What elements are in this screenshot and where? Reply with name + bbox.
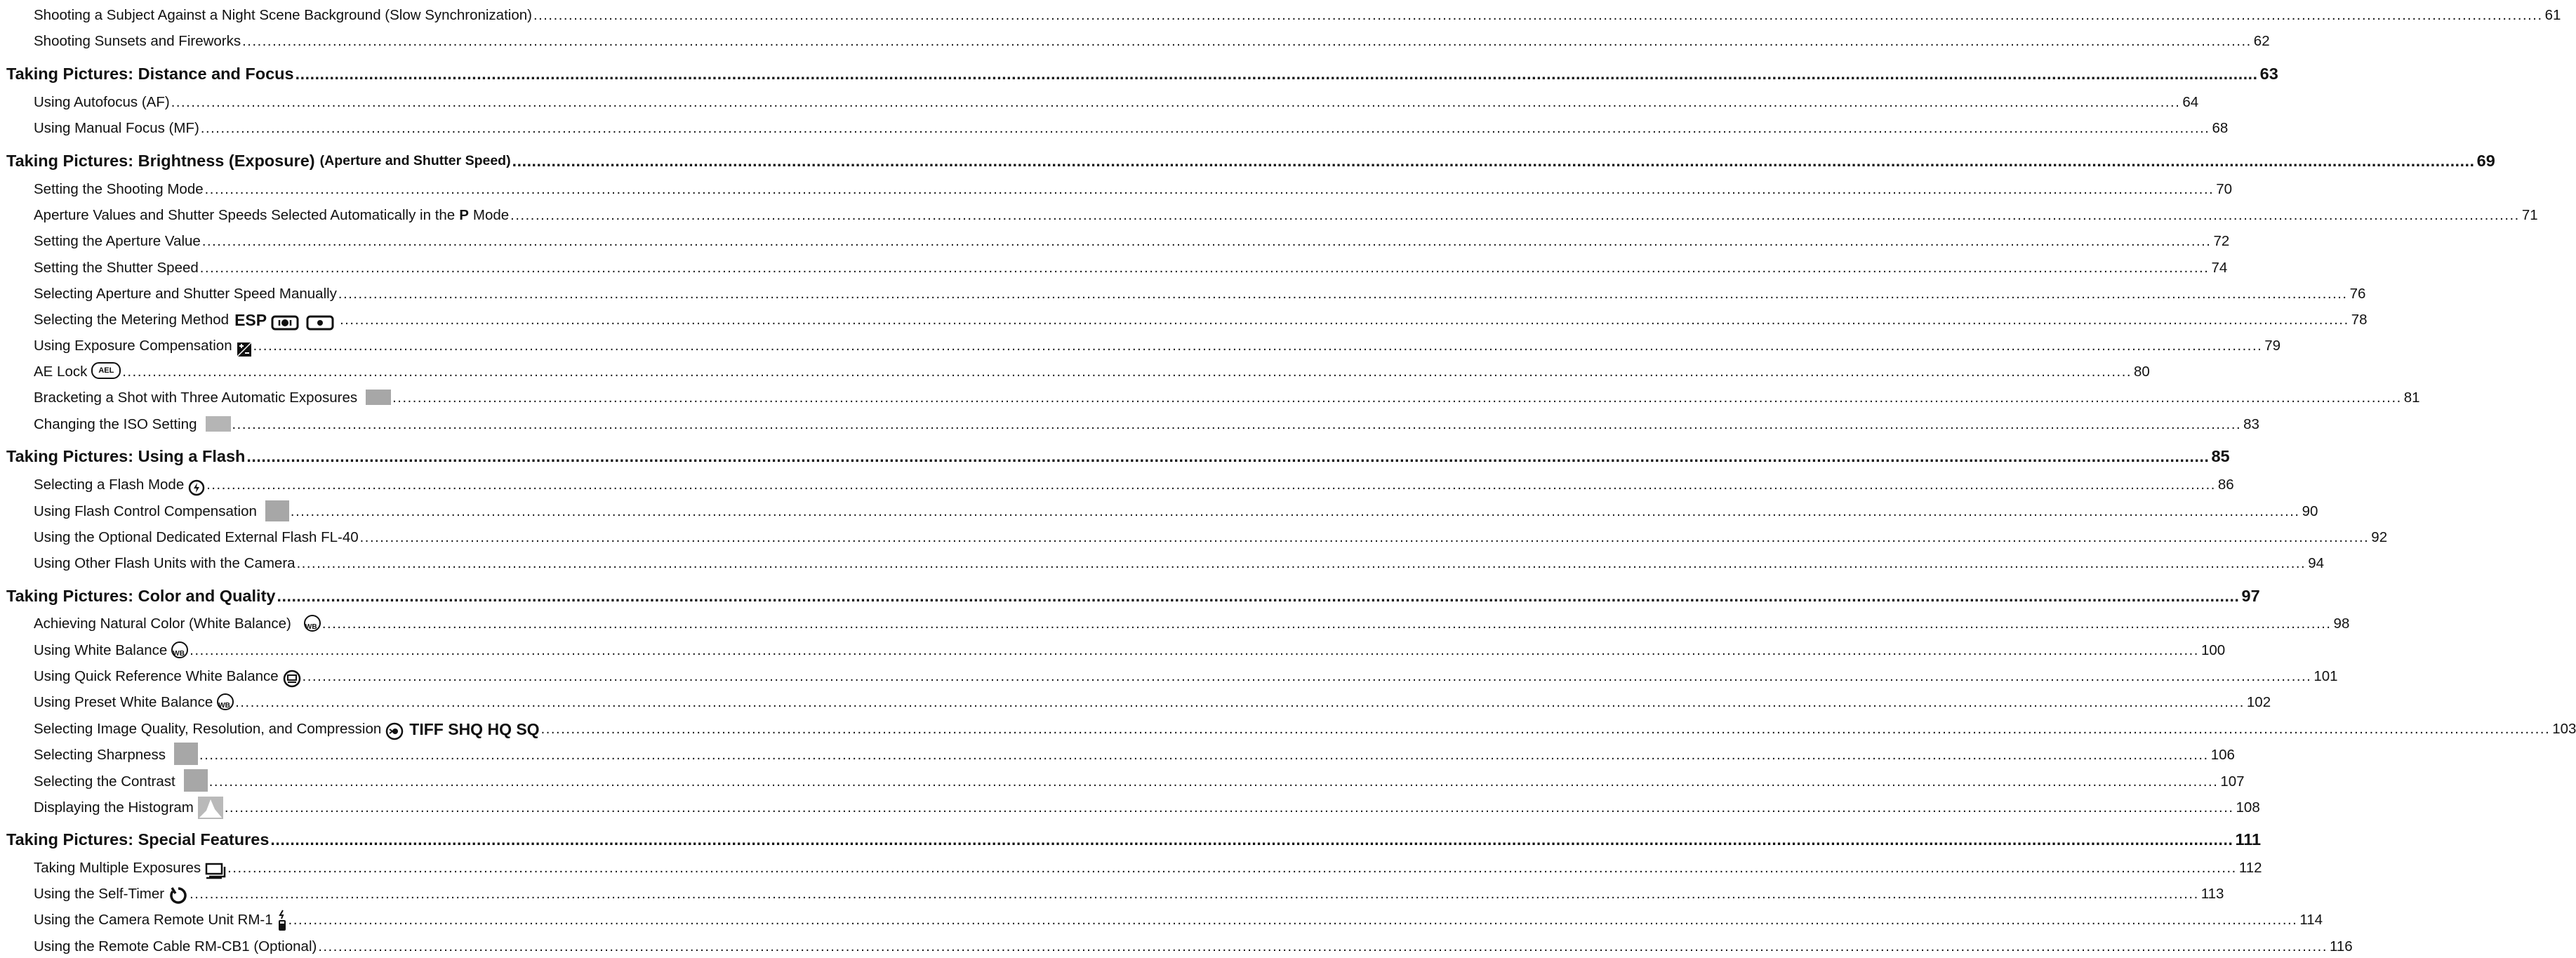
toc-line (34, 333, 2281, 357)
entry-title (34, 283, 337, 305)
iso-icon (201, 416, 231, 436)
entry-title (34, 857, 226, 879)
dot-leader: ................................................................................................................................................................................................................................................................................................................................................................................................................ (200, 121, 2210, 136)
page-number: 63 (2259, 65, 2278, 83)
dot-leader: ................................................................................................................................................................................................................................................................................................................................................................................................................ (232, 417, 2242, 432)
dot-leader: ................................................................................................................................................................................................................................................................................................................................................................................................................ (242, 34, 2252, 49)
page-number: 97 (2241, 587, 2260, 605)
mode-letter: P (459, 207, 469, 223)
dot-leader: ................................................................................................................................................................................................................................................................................................................................................................................................................ (253, 338, 2263, 354)
entry-title-text: Taking Multiple Exposures (34, 860, 201, 876)
sharpness-icon (170, 743, 198, 766)
page-number: 70 (2216, 181, 2233, 197)
page-number: 111 (2235, 830, 2262, 849)
dot-leader: ................................................................................................................................................................................................................................................................................................................................................................................................................ (224, 800, 2234, 816)
bracketing-icon (361, 390, 391, 409)
dot-leader: ................................................................................................................................................................................................................................................................................................................................................................................................................ (246, 447, 2210, 465)
page-number: 112 (2238, 860, 2262, 876)
entry-title-text: Achieving Natural Color (White Balance) (34, 616, 291, 632)
entry-title-text: Setting the Shooting Mode (34, 181, 204, 197)
entry-title-text: Taking Pictures: Distance and Focus (6, 65, 294, 83)
entry-title-text: Using Exposure Compensation (34, 338, 232, 354)
flash-button-icon (188, 479, 205, 496)
toc-line (6, 827, 2262, 851)
toc-line (34, 116, 2229, 140)
entry-title (6, 62, 294, 86)
page-number: 74 (2211, 260, 2228, 276)
dot-leader: ................................................................................................................................................................................................................................................................................................................................................................................................................ (199, 747, 2209, 763)
dot-leader: ................................................................................................................................................................................................................................................................................................................................................................................................................ (190, 643, 2199, 658)
entry-title (6, 444, 245, 468)
entry-title-text: AE Lock (34, 364, 88, 380)
exposure-compensation-icon (237, 342, 252, 357)
toc-line (34, 90, 2199, 114)
page-number: 90 (2302, 503, 2318, 519)
dot-leader: ................................................................................................................................................................................................................................................................................................................................................................................................................ (338, 286, 2348, 302)
toc-line (34, 769, 2245, 793)
entry-title-text: Using the Camera Remote Unit RM-1 (34, 912, 273, 928)
dot-leader: ................................................................................................................................................................................................................................................................................................................................................................................................................ (318, 939, 2328, 954)
dot-leader: ................................................................................................................................................................................................................................................................................................................................................................................................................ (270, 830, 2233, 849)
toc-entry[interactable] (0, 499, 2318, 523)
dot-leader: ................................................................................................................................................................................................................................................................................................................................................................................................................ (295, 65, 2258, 83)
toc-section-heading[interactable] (0, 149, 2495, 173)
toc-line (6, 62, 2278, 86)
wb-label: WB (171, 641, 188, 658)
toc-line (34, 3, 2561, 27)
entry-title (34, 769, 208, 793)
page-number: 108 (2236, 799, 2260, 816)
entry-title (6, 827, 269, 851)
toc-entry[interactable] (0, 664, 2338, 688)
entry-title-text: Selecting the Metering Method (34, 312, 230, 328)
quality-button-icon (385, 722, 404, 740)
entry-title (34, 257, 199, 279)
toc-entry[interactable] (0, 934, 2353, 958)
toc-line (34, 412, 2259, 436)
toc-line (34, 472, 2234, 496)
entry-title (34, 500, 289, 523)
dot-leader: ................................................................................................................................................................................................................................................................................................................................................................................................................ (277, 587, 2240, 605)
toc-entry[interactable] (0, 229, 2230, 253)
toc-line (6, 149, 2495, 173)
page-number: 72 (2213, 233, 2230, 249)
entry-title-text: Selecting Sharpness (34, 747, 166, 763)
entry-title-text: Setting the Shutter Speed (34, 260, 199, 276)
page-number: 71 (2521, 207, 2538, 223)
entry-title-text: Using the Self-Timer (34, 886, 165, 902)
wb-label: WB (304, 615, 321, 632)
dot-leader: ................................................................................................................................................................................................................................................................................................................................................................................................................ (288, 912, 2298, 928)
toc-entry[interactable] (0, 412, 2259, 436)
entry-subtitle: (Aperture and Shutter Speed) (319, 153, 511, 168)
toc-section-heading[interactable] (0, 584, 2260, 608)
entry-title-text: Taking Pictures: Using a Flash (6, 447, 246, 465)
toc-entry[interactable] (0, 203, 2538, 227)
dot-leader: ................................................................................................................................................................................................................................................................................................................................................................................................................ (321, 616, 2332, 632)
quality-mode-labels: TIFF SHQ HQ SQ (409, 720, 540, 738)
entry-title (34, 665, 301, 688)
entry-title (6, 584, 275, 608)
toc-entry[interactable] (0, 116, 2229, 140)
entry-title (34, 797, 223, 819)
entry-title-text: Displaying the Histogram (34, 799, 194, 816)
self-timer-icon (168, 886, 188, 905)
dot-leader: ................................................................................................................................................................................................................................................................................................................................................................................................................ (533, 8, 2543, 23)
entry-title (34, 909, 287, 931)
entry-title-text: Shooting Sunsets and Fireworks (34, 33, 241, 49)
entry-title-text: Setting the Aperture Value (34, 233, 201, 249)
toc-line (34, 664, 2338, 688)
dot-leader: ................................................................................................................................................................................................................................................................................................................................................................................................................ (512, 152, 2475, 170)
entry-title (34, 230, 201, 253)
toc-line (34, 281, 2366, 305)
wb-label: WB (217, 693, 234, 710)
dot-leader: ................................................................................................................................................................................................................................................................................................................................................................................................................ (510, 208, 2520, 223)
entry-title (34, 552, 296, 575)
toc-line (34, 638, 2226, 662)
page-number: 81 (2403, 390, 2420, 406)
page-number: 98 (2333, 616, 2350, 632)
toc-entry[interactable] (0, 638, 2226, 662)
toc-line (34, 359, 2150, 383)
dot-leader: ................................................................................................................................................................................................................................................................................................................................................................................................................ (208, 774, 2219, 790)
entry-title (34, 204, 509, 227)
toc-entry[interactable] (0, 472, 2234, 496)
toc-line (34, 499, 2318, 523)
page-number: 116 (2329, 938, 2353, 954)
wb-button-icon (304, 615, 321, 635)
entry-title (34, 4, 532, 27)
toc-entry[interactable] (0, 307, 2368, 331)
dot-leader: ................................................................................................................................................................................................................................................................................................................................................................................................................ (122, 364, 2132, 380)
toc-line (34, 203, 2538, 227)
entry-title (34, 718, 540, 740)
contrast-icon (180, 769, 208, 793)
ael-button-icon (91, 362, 121, 383)
toc-line (34, 907, 2323, 931)
page-number: 85 (2211, 447, 2230, 465)
toc-entry[interactable] (0, 333, 2281, 357)
entry-title-text: Using the Optional Dedicated External Flash FL-40 (34, 529, 359, 545)
entry-title (34, 639, 188, 662)
page-number: 101 (2313, 668, 2338, 684)
remote-unit-icon (277, 910, 287, 931)
entry-title-text: Taking Pictures: Special Features (6, 830, 270, 849)
toc-line (34, 307, 2368, 331)
toc-entry[interactable] (0, 177, 2233, 201)
page-number: 69 (2476, 152, 2495, 170)
toc-line (34, 229, 2230, 253)
dot-leader: ................................................................................................................................................................................................................................................................................................................................................................................................................ (540, 721, 2551, 737)
page-number: 78 (2351, 312, 2368, 328)
toc-entry[interactable] (0, 717, 2576, 740)
toc-entry[interactable] (0, 359, 2150, 383)
toc-line (34, 882, 2224, 905)
toc-line (34, 795, 2260, 819)
toc-line (6, 444, 2230, 468)
entry-title-text: Selecting Aperture and Shutter Speed Manually (34, 286, 337, 302)
toc-entry[interactable] (0, 29, 2270, 53)
entry-title (34, 117, 199, 140)
toc-entry[interactable] (0, 907, 2323, 931)
toc-line (34, 385, 2420, 409)
page-number: 100 (2200, 642, 2226, 658)
page-number: 114 (2299, 912, 2323, 928)
entry-title (34, 613, 321, 635)
toc-entry[interactable] (0, 385, 2420, 409)
entry-title (34, 474, 205, 496)
histogram-icon (198, 797, 223, 819)
dot-leader: ................................................................................................................................................................................................................................................................................................................................................................................................................ (204, 182, 2215, 197)
toc-entry[interactable] (0, 551, 2325, 575)
wb-button-icon (217, 693, 234, 714)
toc-line (34, 525, 2388, 549)
toc-line (6, 584, 2260, 608)
dot-leader: ................................................................................................................................................................................................................................................................................................................................................................................................................ (171, 95, 2181, 110)
entry-title (34, 335, 252, 357)
page-number: 106 (2210, 747, 2235, 763)
toc-entry[interactable] (0, 795, 2260, 819)
entry-title-text: Taking Pictures: Color and Quality (6, 587, 276, 605)
page-number: 102 (2246, 694, 2271, 710)
toc-entry[interactable] (0, 611, 2350, 635)
dot-leader: ................................................................................................................................................................................................................................................................................................................................................................................................................ (302, 669, 2312, 684)
page-number: 94 (2308, 555, 2325, 571)
toc-entry[interactable] (0, 3, 2561, 27)
entry-title (34, 743, 198, 766)
ael-label: AEL (91, 362, 121, 379)
toc-section-heading[interactable] (0, 62, 2278, 86)
dot-leader: ................................................................................................................................................................................................................................................................................................................................................................................................................ (392, 390, 2402, 406)
toc-line (34, 255, 2228, 279)
dot-leader: ................................................................................................................................................................................................................................................................................................................................................................................................................ (296, 556, 2306, 571)
toc-line (34, 934, 2353, 958)
toc-entry[interactable] (0, 856, 2262, 879)
toc-line (34, 551, 2325, 575)
page-number: 76 (2349, 286, 2366, 302)
entry-title (34, 91, 170, 114)
entry-title (34, 936, 317, 958)
metering-mode-label: ESP (234, 311, 267, 329)
entry-title (34, 387, 391, 409)
dot-leader: ................................................................................................................................................................................................................................................................................................................................................................................................................ (201, 234, 2212, 249)
entry-title-text: Using Preset White Balance (34, 694, 213, 710)
page-number: 103 (2552, 721, 2576, 737)
toc-line (34, 856, 2262, 879)
entry-title (34, 361, 121, 383)
entry-title-text: Using Autofocus (AF) (34, 94, 170, 110)
page-number: 92 (2371, 529, 2388, 545)
metering-icons (271, 314, 338, 331)
toc-line (34, 743, 2235, 766)
entry-title (34, 309, 338, 331)
page-number: 107 (2220, 773, 2245, 790)
dot-leader: ................................................................................................................................................................................................................................................................................................................................................................................................................ (340, 312, 2349, 328)
entry-title-text: Aperture Values and Shutter Speeds Selected Automatically in the (34, 207, 456, 223)
entry-title (34, 526, 359, 549)
entry-title-text: Bracketing a Shot with Three Automatic Exposures (34, 390, 358, 406)
page-number: 83 (2243, 416, 2259, 432)
page-number: 64 (2182, 94, 2199, 110)
dot-leader: ................................................................................................................................................................................................................................................................................................................................................................................................................ (359, 530, 2370, 545)
entry-title-text: Shooting a Subject Against a Night Scene Background (Slow Synchronization) (34, 7, 532, 23)
toc-entry[interactable] (0, 882, 2224, 905)
toc-entry[interactable] (0, 281, 2366, 305)
entry-title-text: Selecting the Contrast (34, 773, 175, 790)
page-number: 113 (2200, 886, 2224, 902)
toc-line (34, 611, 2350, 635)
entry-title (34, 30, 241, 53)
page-number: 86 (2217, 477, 2234, 493)
quick-wb-button-icon (283, 670, 301, 688)
entry-title (34, 413, 231, 436)
page-number: 68 (2212, 120, 2229, 136)
toc-line (34, 177, 2233, 201)
toc-entry[interactable] (0, 255, 2228, 279)
dot-leader: ................................................................................................................................................................................................................................................................................................................................................................................................................ (190, 886, 2199, 902)
page-number: 79 (2264, 338, 2281, 354)
entry-title-text: Using Flash Control Compensation (34, 503, 257, 519)
entry-title (34, 691, 234, 714)
toc-section-heading[interactable] (0, 827, 2262, 851)
entry-title-text: Using Quick Reference White Balance (34, 668, 279, 684)
toc-line (34, 690, 2271, 714)
entry-title-text: Using the Remote Cable RM-CB1 (Optional) (34, 938, 317, 954)
entry-title-text: Taking Pictures: Brightness (Exposure) (6, 152, 315, 170)
wb-button-icon (171, 641, 188, 662)
toc-line (34, 29, 2270, 53)
entry-title (34, 883, 188, 905)
dot-leader: ................................................................................................................................................................................................................................................................................................................................................................................................................ (227, 860, 2237, 876)
toc-entry[interactable] (0, 769, 2245, 793)
dot-leader: ................................................................................................................................................................................................................................................................................................................................................................................................................ (235, 695, 2245, 710)
multiple-exposure-icon (205, 863, 226, 879)
page-number: 80 (2134, 364, 2150, 380)
entry-title-text: Using Manual Focus (MF) (34, 120, 199, 136)
dot-leader: ................................................................................................................................................................................................................................................................................................................................................................................................................ (199, 260, 2210, 276)
dot-leader: ................................................................................................................................................................................................................................................................................................................................................................................................................ (206, 477, 2216, 493)
page-number: 62 (2253, 33, 2270, 49)
entry-title-tail: Mode (472, 207, 510, 223)
toc-section-heading[interactable] (0, 444, 2230, 468)
toc-entry[interactable] (0, 743, 2235, 766)
entry-title (34, 178, 204, 201)
entry-title-text: Selecting Image Quality, Resolution, and Compression (34, 721, 382, 737)
entry-title-text: Using Other Flash Units with the Camera (34, 555, 296, 571)
toc-entry[interactable] (0, 525, 2388, 549)
page-number: 61 (2544, 7, 2561, 23)
entry-title-text: Selecting a Flash Mode (34, 477, 185, 493)
toc-entry[interactable] (0, 90, 2199, 114)
entry-title-text: Using White Balance (34, 642, 168, 658)
toc-line (34, 717, 2576, 740)
entry-title (6, 149, 511, 173)
entry-title-text: Changing the ISO Setting (34, 416, 197, 432)
dot-leader: ................................................................................................................................................................................................................................................................................................................................................................................................................ (290, 504, 2300, 519)
toc-entry[interactable] (0, 690, 2271, 714)
flash-compensation-icon (261, 500, 289, 523)
